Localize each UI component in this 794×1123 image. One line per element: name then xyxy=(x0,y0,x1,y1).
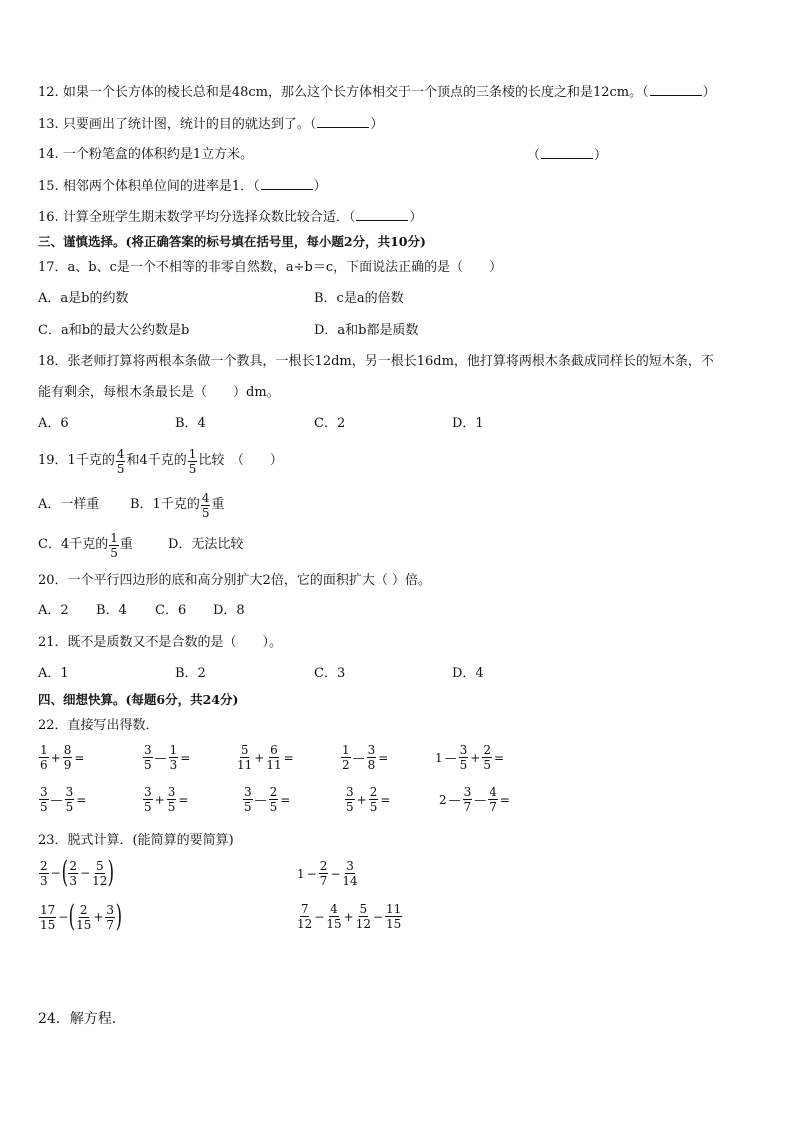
option-a[interactable]: A．2 xyxy=(38,603,69,618)
option-a[interactable]: A．一样重 xyxy=(38,497,100,512)
option-d[interactable]: D．1 xyxy=(452,416,484,431)
bracket-left: （ xyxy=(253,179,260,194)
question-24: 24．解方程． xyxy=(38,1011,126,1027)
expression: 2 — $\frac{3}{7}$ — $\frac{4}{7}$ = xyxy=(439,785,510,814)
question-text: 一个粉笔盒的体积约是1立方米。 xyxy=(62,147,254,162)
option-b[interactable]: B．1千克的 $\frac{4}{5}$ 重 xyxy=(130,490,225,520)
question-12 xyxy=(38,83,716,102)
question-number: 16. xyxy=(38,210,59,225)
section-4-heading: 四、细想快算。(每题6分，共24分) xyxy=(38,692,239,707)
fraction: $\frac{4}{5}$ xyxy=(116,446,125,476)
expression: 1 — $\frac{3}{5}$ + $\frac{2}{5}$ = xyxy=(435,743,505,772)
question-14 xyxy=(38,146,253,164)
expression: $\frac{17}{15}$ − ( $\frac{2}{15}$ + $\frac{3}{7}$ ) xyxy=(40,899,123,934)
option-d[interactable]: D．无法比较 xyxy=(168,537,244,552)
question-number: 13. xyxy=(38,117,59,132)
question-text: 19．1千克的 xyxy=(38,453,115,468)
question-22: 22．直接写出得数． xyxy=(38,718,159,733)
question-text: 如果一个长方体的棱长总和是48cm，那么这个长方体相交于一个顶点的三条棱的长度之和是12cm。 xyxy=(62,85,643,100)
option-a[interactable]: A．1 xyxy=(38,666,69,681)
question-text: 计算全班学生期末数学平均分选择众数比较合适． xyxy=(62,210,349,225)
question-text: 只要画出了统计图，统计的目的就达到了。 xyxy=(62,117,310,132)
bracket-left: （ xyxy=(348,210,356,225)
question-18-line1: 18．张老师打算将两根本条做一个教具，一根长12dm，另一根长16dm，他打算将两根木条截成同样长的短木条，不 xyxy=(38,354,714,369)
option-d[interactable]: D．a和b都是质数 xyxy=(314,323,419,338)
option-c[interactable]: C．2 xyxy=(314,416,346,431)
question-14-answer xyxy=(527,146,607,165)
answer-blank[interactable] xyxy=(541,146,593,159)
question-19 xyxy=(38,444,283,478)
bracket-left: （ xyxy=(309,117,317,132)
section-3-heading: 三、谨慎选择。(将正确答案的标号填在括号里，每小题2分，共10分) xyxy=(38,234,426,249)
option-b[interactable]: B．4 xyxy=(175,416,206,431)
option-b[interactable]: B．2 xyxy=(175,666,206,681)
fraction: $\frac{1}{5}$ xyxy=(188,446,197,476)
question-number: 15. xyxy=(38,179,59,194)
expression: $\frac{2}{3}$ − ( $\frac{2}{3}$ − $\frac{5}{12}$ ) xyxy=(40,855,115,890)
bracket-left: （ xyxy=(527,148,541,163)
expression: $\frac{3}{5}$ — $\frac{1}{3}$ = xyxy=(144,743,191,772)
question-17: 17．a、b、c是一个不相等的非零自然数，a÷b＝c，下面说法正确的是（ ） xyxy=(38,260,503,275)
question-text: 相邻两个体积单位间的进率是1． xyxy=(62,179,254,194)
expression: $\frac{5}{11}$ + $\frac{6}{11}$ = xyxy=(237,743,294,772)
bracket-right: ） xyxy=(594,148,608,163)
question-21: 21．既不是质数又不是合数的是（ ）。 xyxy=(38,635,283,650)
option-d[interactable]: D．4 xyxy=(452,666,484,681)
expression: $\frac{7}{12}$ − $\frac{4}{15}$ + $\frac{5}{12}$ − $\frac{11}{15}$ xyxy=(297,902,402,931)
answer-blank[interactable] xyxy=(261,177,313,190)
fraction: $\frac{4}{5}$ xyxy=(201,490,210,520)
option-b[interactable]: B．c是a的倍数 xyxy=(314,291,404,306)
option-b[interactable]: B．4 xyxy=(96,603,127,618)
option-c[interactable]: C．a和b的最大公约数是b xyxy=(38,323,190,338)
bracket-right: ） xyxy=(409,210,423,225)
question-15 xyxy=(38,177,327,196)
option-c[interactable]: C．3 xyxy=(314,666,346,681)
question-13 xyxy=(38,115,383,134)
bracket-left: （ xyxy=(642,85,649,100)
question-18-line2: 能有剩余，每根木条最长是（ ）dm。 xyxy=(38,385,280,400)
expression: $\frac{3}{5}$ — $\frac{3}{5}$ = xyxy=(40,785,87,814)
question-number: 14. xyxy=(38,147,59,162)
question-16 xyxy=(38,208,422,227)
expression: $\frac{3}{5}$ — $\frac{2}{5}$ = xyxy=(244,785,291,814)
answer-blank[interactable] xyxy=(317,115,369,128)
expression: $\frac{3}{5}$ + $\frac{3}{5}$ = xyxy=(144,785,189,814)
option-c[interactable]: C．6 xyxy=(155,603,187,618)
expression: 1 − $\frac{2}{7}$ − $\frac{3}{14}$ xyxy=(297,859,358,888)
fraction: $\frac{1}{5}$ xyxy=(110,530,118,560)
answer-blank[interactable] xyxy=(356,208,408,221)
bracket-right: ） xyxy=(370,117,384,132)
option-c[interactable]: C．4千克的 $\frac{1}{5}$ 重 xyxy=(38,530,133,560)
question-23: 23．脱式计算．(能简算的要简算) xyxy=(38,833,234,848)
answer-blank[interactable] xyxy=(650,83,702,96)
option-a[interactable]: A．a是b的约数 xyxy=(38,291,129,306)
expression: $\frac{1}{2}$ — $\frac{3}{8}$ = xyxy=(342,743,389,772)
question-text: 和4千克的 xyxy=(126,453,187,468)
question-number: 12. xyxy=(38,85,59,100)
question-20: 20．一个平行四边形的底和高分别扩大2倍，它的面积扩大（ ）倍。 xyxy=(38,573,431,588)
bracket-right: ） xyxy=(702,85,716,100)
expression: $\frac{1}{6}$ + $\frac{8}{9}$ = xyxy=(40,743,85,772)
question-text: 比较 （ ） xyxy=(198,453,283,468)
expression: $\frac{3}{5}$ + $\frac{2}{5}$ = xyxy=(346,785,391,814)
bracket-right: ） xyxy=(313,179,327,194)
option-a[interactable]: A．6 xyxy=(38,416,69,431)
option-d[interactable]: D．8 xyxy=(213,603,245,618)
